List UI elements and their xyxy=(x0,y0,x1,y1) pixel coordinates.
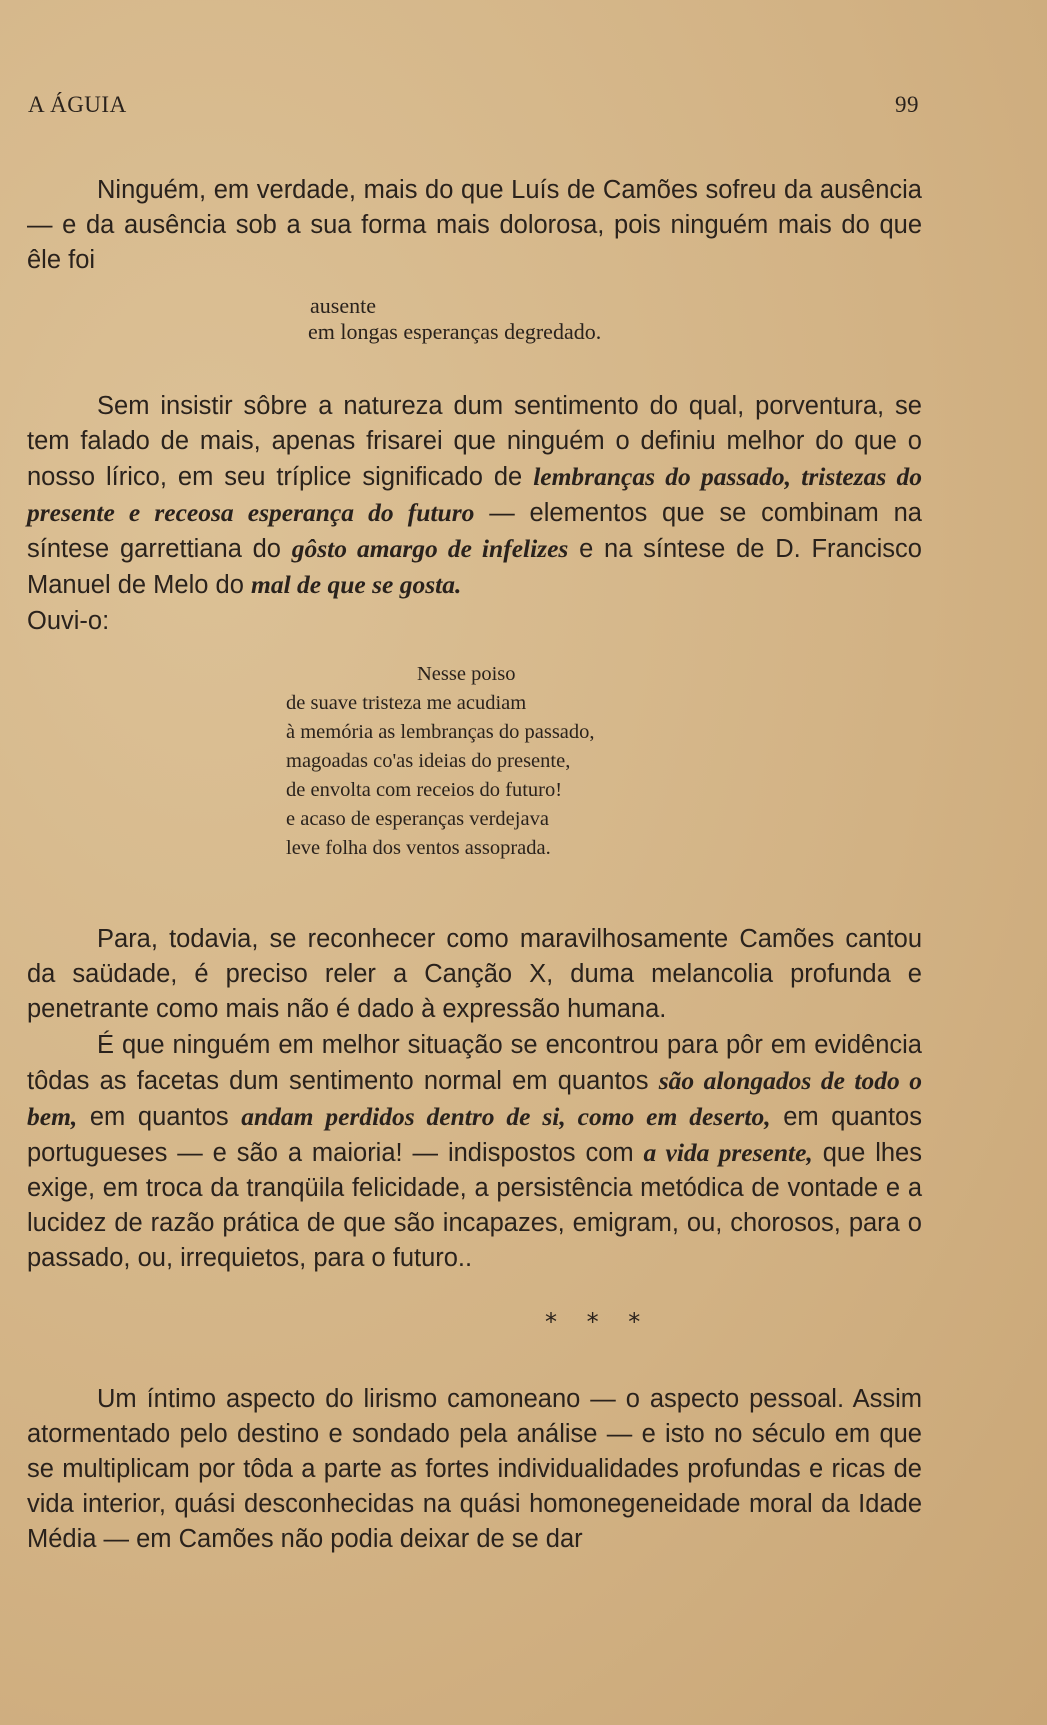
poem-line: leve folha dos ventos assoprada. xyxy=(286,837,551,859)
paragraph-1: Ninguém, em verdade, mais do que Luís de Camões sofreu da ausência — e da ausência sob a sua forma mais dolorosa, pois ninguém mais do que êle foi xyxy=(27,176,922,274)
verse-line: em longas esperanças degredado. xyxy=(308,319,602,344)
paragraph-5: Um íntimo aspecto do lirismo camoneano — o aspecto pessoal. Assim atormentado pelo destino e sondado pela análise — e isto no século em que se multiplicam por tôda a parte as fortes individualidades profundas e ricas de vida interior, quási desconhecidas na quási homonegeneidade moral da Idade Média — em Camões não podia deixar de se dar xyxy=(27,1385,922,1553)
section-separator: * * * xyxy=(545,1308,641,1336)
ouvi-o: Ouvi-o: xyxy=(27,607,110,635)
p2-italic: mal de que se gosta. xyxy=(250,570,462,599)
page-number: 99 xyxy=(895,92,919,117)
poem-line: magoadas co'as ideias do presente, xyxy=(286,750,571,772)
p2-text: Sem insistir sôbre a natureza dum sentimento do qual, porventura, se tem falado de mais, apenas frisarei que ninguém o definiu melhor do que o nosso lírico, em seu tríplice significado de xyxy=(27,392,922,491)
paragraph-4 xyxy=(27,1028,922,1276)
verse-line: ausente xyxy=(310,293,376,318)
poem-line: à memória as lembranças do passado, xyxy=(286,721,595,743)
poem-line: de suave tristeza me acudiam xyxy=(286,692,527,714)
p4-italic: andam perdidos dentro de si, como em deserto, xyxy=(241,1102,771,1131)
p4-italic: são alongados de todo o bem, xyxy=(27,1066,922,1131)
p2-text: e na síntese de D. Francisco Manuel de Melo do xyxy=(27,535,922,599)
poem-line: Nesse poiso xyxy=(417,663,516,685)
paragraph-3: Para, todavia, se reconhecer como maravilhosamente Camões cantou da saüdade, é preciso reler a Canção X, duma melancolia profunda e penetrante como mais não é dado à expressão humana. xyxy=(27,925,922,1023)
poem xyxy=(286,660,595,863)
running-head xyxy=(28,92,919,118)
p2-italic: gôsto amargo de infelizes xyxy=(291,534,569,563)
p2-text: — elementos que se combinam na síntese garrettiana do xyxy=(27,499,922,563)
p4-text: É que ninguém em melhor situação se encontrou para pôr em evidência tôdas as facetas dum sentimento normal em quantos xyxy=(27,1031,922,1095)
poem-line: e acaso de esperanças verdejava xyxy=(286,808,549,830)
p2-italic: lembranças do passado, tristezas do presente e receosa esperança do futuro xyxy=(27,462,923,527)
paragraph-2 xyxy=(27,389,922,603)
p4-text: que lhes exige, em troca da tranqüila felicidade, a persistência metódica de vontade e a lucidez de razão prática de que são incapazes, emigram, ou, chorosos, para o passado, ou, irrequietos, para o futuro.. xyxy=(27,1139,922,1272)
verse-quote xyxy=(310,293,601,345)
journal-title: A ÁGUIA xyxy=(28,92,127,117)
p4-text: em quantos portugueses — e são a maioria! — indispostos com xyxy=(27,1103,922,1167)
p4-italic: a vida presente, xyxy=(643,1138,813,1167)
poem-line: de envolta com receios do futuro! xyxy=(286,779,563,801)
p4-text: em quantos xyxy=(77,1103,242,1131)
